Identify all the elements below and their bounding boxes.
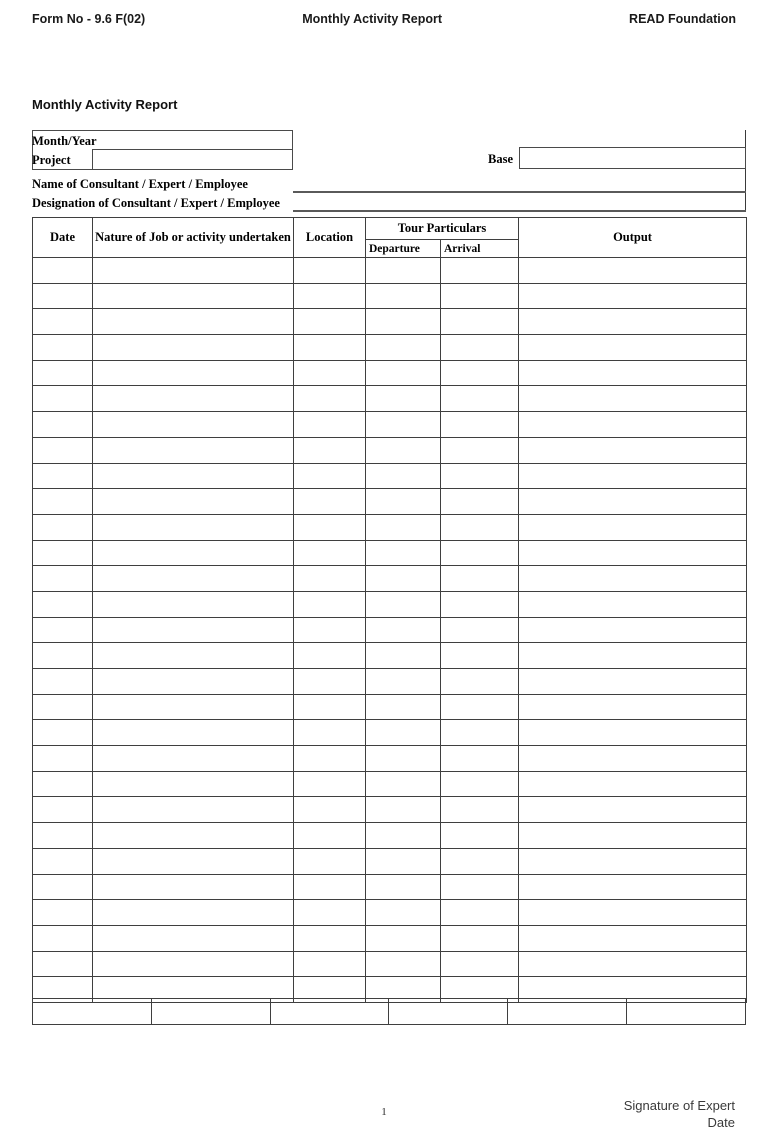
cell-arrival[interactable] bbox=[441, 335, 519, 361]
table-row[interactable] bbox=[33, 823, 747, 849]
cell-departure[interactable] bbox=[366, 540, 441, 566]
cell-output[interactable] bbox=[519, 489, 747, 515]
cell-location[interactable] bbox=[294, 823, 366, 849]
cell-location[interactable] bbox=[294, 309, 366, 335]
activity-table-body bbox=[33, 258, 747, 1003]
summary-cell-date[interactable] bbox=[33, 999, 152, 1025]
table-row[interactable] bbox=[33, 463, 747, 489]
cell-date[interactable] bbox=[33, 412, 93, 438]
activity-table-header bbox=[33, 218, 747, 258]
cell-output[interactable] bbox=[519, 848, 747, 874]
table-row[interactable] bbox=[33, 771, 747, 797]
cell-arrival[interactable] bbox=[441, 591, 519, 617]
cell-arrival[interactable] bbox=[441, 258, 519, 284]
cell-location[interactable] bbox=[294, 720, 366, 746]
cell-date[interactable] bbox=[33, 489, 93, 515]
cell-nature[interactable] bbox=[93, 386, 294, 412]
cell-date[interactable] bbox=[33, 540, 93, 566]
cell-location[interactable] bbox=[294, 591, 366, 617]
cell-arrival[interactable] bbox=[441, 951, 519, 977]
cell-location[interactable] bbox=[294, 746, 366, 772]
table-row[interactable] bbox=[33, 874, 747, 900]
form-fields-block bbox=[32, 130, 746, 212]
table-row[interactable] bbox=[33, 412, 747, 438]
cell-date[interactable] bbox=[33, 360, 93, 386]
cell-output[interactable] bbox=[519, 412, 747, 438]
header-organization: READ Foundation bbox=[629, 12, 736, 26]
cell-nature[interactable] bbox=[93, 437, 294, 463]
cell-location[interactable] bbox=[294, 874, 366, 900]
cell-arrival[interactable] bbox=[441, 283, 519, 309]
cell-output[interactable] bbox=[519, 643, 747, 669]
cell-output[interactable] bbox=[519, 900, 747, 926]
cell-date[interactable] bbox=[33, 335, 93, 361]
cell-date[interactable] bbox=[33, 925, 93, 951]
cell-date[interactable] bbox=[33, 900, 93, 926]
cell-date[interactable] bbox=[33, 617, 93, 643]
month-year-label: Month/Year bbox=[32, 134, 97, 148]
cell-location[interactable] bbox=[294, 540, 366, 566]
page-title: Monthly Activity Report bbox=[32, 97, 178, 112]
cell-arrival[interactable] bbox=[441, 643, 519, 669]
cell-location[interactable] bbox=[294, 360, 366, 386]
cell-arrival[interactable] bbox=[441, 617, 519, 643]
cell-nature[interactable] bbox=[93, 309, 294, 335]
table-row[interactable] bbox=[33, 489, 747, 515]
table-row[interactable] bbox=[33, 694, 747, 720]
cell-departure[interactable] bbox=[366, 694, 441, 720]
table-row[interactable] bbox=[33, 283, 747, 309]
cell-output[interactable] bbox=[519, 797, 747, 823]
consultant-name-input[interactable] bbox=[293, 191, 746, 193]
cell-output[interactable] bbox=[519, 514, 747, 540]
cell-output[interactable] bbox=[519, 874, 747, 900]
cell-location[interactable] bbox=[294, 283, 366, 309]
cell-output[interactable] bbox=[519, 258, 747, 284]
cell-nature[interactable] bbox=[93, 591, 294, 617]
column-header-date: Date bbox=[33, 218, 93, 258]
signature-of-expert-label: Signature of Expert bbox=[623, 1098, 735, 1113]
cell-nature[interactable] bbox=[93, 463, 294, 489]
cell-output[interactable] bbox=[519, 360, 747, 386]
consultant-name-label: Name of Consultant / Expert / Employee bbox=[32, 177, 248, 191]
cell-date[interactable] bbox=[33, 771, 93, 797]
cell-date[interactable] bbox=[33, 309, 93, 335]
cell-date[interactable] bbox=[33, 823, 93, 849]
cell-nature[interactable] bbox=[93, 643, 294, 669]
table-row[interactable] bbox=[33, 720, 747, 746]
cell-departure[interactable] bbox=[366, 514, 441, 540]
table-row[interactable] bbox=[33, 540, 747, 566]
cell-location[interactable] bbox=[294, 489, 366, 515]
cell-output[interactable] bbox=[519, 283, 747, 309]
cell-location[interactable] bbox=[294, 437, 366, 463]
table-row[interactable] bbox=[33, 386, 747, 412]
summary-cell-location[interactable] bbox=[270, 999, 389, 1025]
cell-output[interactable] bbox=[519, 335, 747, 361]
cell-date[interactable] bbox=[33, 797, 93, 823]
cell-date[interactable] bbox=[33, 694, 93, 720]
cell-date[interactable] bbox=[33, 951, 93, 977]
header-document-title: Monthly Activity Report bbox=[302, 12, 443, 26]
consultant-designation-input[interactable] bbox=[293, 210, 746, 212]
cell-arrival[interactable] bbox=[441, 566, 519, 592]
page-number: 1 bbox=[381, 1106, 387, 1118]
cell-output[interactable] bbox=[519, 617, 747, 643]
cell-departure[interactable] bbox=[366, 720, 441, 746]
cell-nature[interactable] bbox=[93, 951, 294, 977]
table-row[interactable] bbox=[33, 437, 747, 463]
cell-nature[interactable] bbox=[93, 283, 294, 309]
cell-departure[interactable] bbox=[366, 412, 441, 438]
table-row[interactable] bbox=[33, 669, 747, 695]
summary-cell-departure[interactable] bbox=[389, 999, 508, 1025]
table-row[interactable] bbox=[33, 951, 747, 977]
cell-location[interactable] bbox=[294, 617, 366, 643]
cell-departure[interactable] bbox=[366, 463, 441, 489]
cell-output[interactable] bbox=[519, 386, 747, 412]
cell-departure[interactable] bbox=[366, 489, 441, 515]
cell-arrival[interactable] bbox=[441, 309, 519, 335]
cell-arrival[interactable] bbox=[441, 771, 519, 797]
header-row-primary bbox=[33, 218, 747, 240]
cell-departure[interactable] bbox=[366, 746, 441, 772]
cell-output[interactable] bbox=[519, 463, 747, 489]
cell-nature[interactable] bbox=[93, 823, 294, 849]
table-row[interactable] bbox=[33, 617, 747, 643]
summary-cell-output[interactable] bbox=[627, 999, 746, 1025]
cell-date[interactable] bbox=[33, 643, 93, 669]
cell-departure[interactable] bbox=[366, 617, 441, 643]
column-header-output: Output bbox=[519, 218, 747, 258]
cell-nature[interactable] bbox=[93, 848, 294, 874]
cell-arrival[interactable] bbox=[441, 797, 519, 823]
cell-location[interactable] bbox=[294, 925, 366, 951]
cell-location[interactable] bbox=[294, 514, 366, 540]
cell-date[interactable] bbox=[33, 848, 93, 874]
cell-nature[interactable] bbox=[93, 797, 294, 823]
consultant-designation-label: Designation of Consultant / Expert / Employee bbox=[32, 196, 280, 210]
cell-date[interactable] bbox=[33, 720, 93, 746]
cell-output[interactable] bbox=[519, 566, 747, 592]
cell-nature[interactable] bbox=[93, 669, 294, 695]
column-header-nature: Nature of Job or activity undertaken bbox=[93, 218, 294, 258]
cell-departure[interactable] bbox=[366, 309, 441, 335]
cell-location[interactable] bbox=[294, 848, 366, 874]
cell-arrival[interactable] bbox=[441, 437, 519, 463]
cell-location[interactable] bbox=[294, 643, 366, 669]
table-row[interactable] bbox=[33, 591, 747, 617]
cell-date[interactable] bbox=[33, 258, 93, 284]
cell-location[interactable] bbox=[294, 694, 366, 720]
cell-nature[interactable] bbox=[93, 694, 294, 720]
summary-cell-nature[interactable] bbox=[151, 999, 270, 1025]
cell-nature[interactable] bbox=[93, 360, 294, 386]
cell-departure[interactable] bbox=[366, 437, 441, 463]
column-header-arrival: Arrival bbox=[441, 240, 519, 258]
cell-departure[interactable] bbox=[366, 258, 441, 284]
column-header-location: Location bbox=[294, 218, 366, 258]
cell-date[interactable] bbox=[33, 591, 93, 617]
cell-departure[interactable] bbox=[366, 925, 441, 951]
cell-nature[interactable] bbox=[93, 874, 294, 900]
cell-location[interactable] bbox=[294, 463, 366, 489]
table-row[interactable] bbox=[33, 848, 747, 874]
cell-date[interactable] bbox=[33, 669, 93, 695]
cell-arrival[interactable] bbox=[441, 463, 519, 489]
signature-block bbox=[624, 1097, 735, 1131]
summary-cell-arrival[interactable] bbox=[508, 999, 627, 1025]
cell-departure[interactable] bbox=[366, 643, 441, 669]
cell-output[interactable] bbox=[519, 694, 747, 720]
cell-location[interactable] bbox=[294, 797, 366, 823]
cell-date[interactable] bbox=[33, 566, 93, 592]
cell-output[interactable] bbox=[519, 309, 747, 335]
cell-location[interactable] bbox=[294, 335, 366, 361]
cell-nature[interactable] bbox=[93, 771, 294, 797]
cell-nature[interactable] bbox=[93, 746, 294, 772]
cell-output[interactable] bbox=[519, 437, 747, 463]
cell-departure[interactable] bbox=[366, 283, 441, 309]
cell-arrival[interactable] bbox=[441, 848, 519, 874]
cell-nature[interactable] bbox=[93, 540, 294, 566]
table-row[interactable] bbox=[33, 360, 747, 386]
cell-date[interactable] bbox=[33, 463, 93, 489]
column-header-tour-particulars: Tour Particulars bbox=[366, 218, 519, 240]
cell-location[interactable] bbox=[294, 386, 366, 412]
cell-arrival[interactable] bbox=[441, 925, 519, 951]
project-label: Project bbox=[32, 153, 71, 167]
cell-arrival[interactable] bbox=[441, 874, 519, 900]
table-row[interactable] bbox=[33, 566, 747, 592]
cell-output[interactable] bbox=[519, 540, 747, 566]
table-row[interactable] bbox=[33, 514, 747, 540]
cell-date[interactable] bbox=[33, 386, 93, 412]
cell-arrival[interactable] bbox=[441, 694, 519, 720]
cell-departure[interactable] bbox=[366, 335, 441, 361]
cell-arrival[interactable] bbox=[441, 823, 519, 849]
table-row[interactable] bbox=[33, 643, 747, 669]
column-header-departure: Departure bbox=[366, 240, 441, 258]
cell-departure[interactable] bbox=[366, 386, 441, 412]
cell-output[interactable] bbox=[519, 746, 747, 772]
cell-nature[interactable] bbox=[93, 720, 294, 746]
cell-date[interactable] bbox=[33, 746, 93, 772]
cell-departure[interactable] bbox=[366, 591, 441, 617]
cell-departure[interactable] bbox=[366, 900, 441, 926]
cell-departure[interactable] bbox=[366, 874, 441, 900]
cell-nature[interactable] bbox=[93, 900, 294, 926]
table-row[interactable] bbox=[33, 797, 747, 823]
cell-arrival[interactable] bbox=[441, 489, 519, 515]
cell-arrival[interactable] bbox=[441, 720, 519, 746]
cell-location[interactable] bbox=[294, 900, 366, 926]
signature-date-label: Date bbox=[707, 1115, 735, 1130]
cell-output[interactable] bbox=[519, 720, 747, 746]
project-input[interactable] bbox=[92, 149, 293, 170]
cell-output[interactable] bbox=[519, 823, 747, 849]
cell-departure[interactable] bbox=[366, 771, 441, 797]
cell-arrival[interactable] bbox=[441, 386, 519, 412]
table-row[interactable] bbox=[33, 925, 747, 951]
cell-arrival[interactable] bbox=[441, 540, 519, 566]
header-form-number: Form No - 9.6 F(02) bbox=[32, 12, 146, 26]
table-row[interactable] bbox=[33, 335, 747, 361]
cell-arrival[interactable] bbox=[441, 746, 519, 772]
table-row[interactable] bbox=[33, 999, 746, 1025]
cell-location[interactable] bbox=[294, 412, 366, 438]
cell-date[interactable] bbox=[33, 514, 93, 540]
cell-date[interactable] bbox=[33, 283, 93, 309]
cell-arrival[interactable] bbox=[441, 669, 519, 695]
cell-output[interactable] bbox=[519, 669, 747, 695]
cell-nature[interactable] bbox=[93, 617, 294, 643]
cell-nature[interactable] bbox=[93, 514, 294, 540]
cell-output[interactable] bbox=[519, 771, 747, 797]
cell-departure[interactable] bbox=[366, 797, 441, 823]
cell-departure[interactable] bbox=[366, 951, 441, 977]
summary-row-table bbox=[32, 998, 746, 1025]
table-row[interactable] bbox=[33, 258, 747, 284]
cell-arrival[interactable] bbox=[441, 360, 519, 386]
cell-arrival[interactable] bbox=[441, 900, 519, 926]
cell-nature[interactable] bbox=[93, 335, 294, 361]
cell-departure[interactable] bbox=[366, 823, 441, 849]
cell-nature[interactable] bbox=[93, 258, 294, 284]
cell-date[interactable] bbox=[33, 874, 93, 900]
cell-departure[interactable] bbox=[366, 669, 441, 695]
cell-nature[interactable] bbox=[93, 412, 294, 438]
cell-output[interactable] bbox=[519, 951, 747, 977]
table-row[interactable] bbox=[33, 900, 747, 926]
cell-arrival[interactable] bbox=[441, 412, 519, 438]
document-header bbox=[32, 10, 736, 28]
cell-location[interactable] bbox=[294, 771, 366, 797]
table-row[interactable] bbox=[33, 309, 747, 335]
cell-arrival[interactable] bbox=[441, 514, 519, 540]
cell-location[interactable] bbox=[294, 566, 366, 592]
base-label: Base bbox=[488, 152, 513, 166]
activity-table bbox=[32, 217, 747, 1003]
cell-nature[interactable] bbox=[93, 925, 294, 951]
cell-departure[interactable] bbox=[366, 360, 441, 386]
cell-nature[interactable] bbox=[93, 566, 294, 592]
cell-output[interactable] bbox=[519, 925, 747, 951]
cell-output[interactable] bbox=[519, 591, 747, 617]
cell-location[interactable] bbox=[294, 951, 366, 977]
cell-departure[interactable] bbox=[366, 848, 441, 874]
cell-nature[interactable] bbox=[93, 489, 294, 515]
cell-location[interactable] bbox=[294, 258, 366, 284]
base-input[interactable] bbox=[519, 147, 746, 169]
table-row[interactable] bbox=[33, 746, 747, 772]
cell-date[interactable] bbox=[33, 437, 93, 463]
cell-departure[interactable] bbox=[366, 566, 441, 592]
cell-location[interactable] bbox=[294, 669, 366, 695]
meta-right-divider bbox=[745, 130, 747, 212]
